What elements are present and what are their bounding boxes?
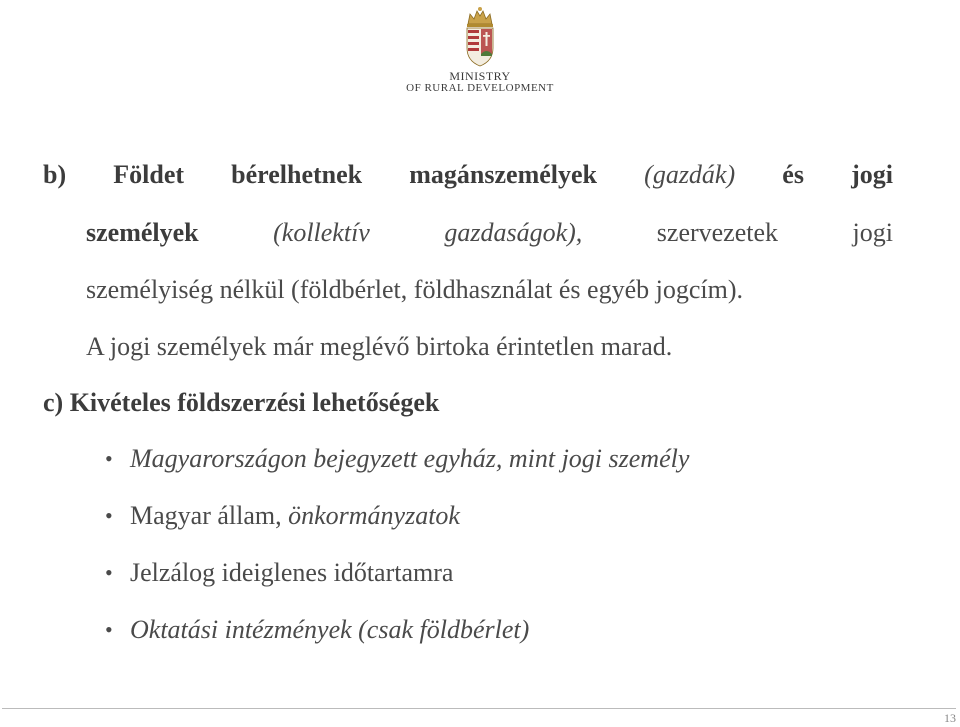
ministry-name-line1: MINISTRY	[449, 69, 511, 83]
bullet-icon: •	[105, 617, 113, 642]
page-number: 13	[2, 708, 956, 726]
section-b-word: személyek	[86, 218, 199, 247]
section-b-word: Földet	[113, 160, 185, 189]
section-b-word: (kollektív	[273, 218, 370, 247]
bullet-icon: •	[105, 503, 113, 528]
list-item-text: Magyar állam,	[130, 501, 289, 530]
section-b-label: b)	[43, 160, 67, 189]
section-b-line-3: személyiség nélkül (földbérlet, földhasználat és egyéb jogcím).	[86, 275, 743, 304]
list-item	[105, 442, 689, 499]
section-b-line-2	[86, 216, 893, 250]
bullet-icon: •	[105, 560, 113, 585]
section-b-line-4: A jogi személyek már meglévő birtoka érintetlen marad.	[86, 332, 673, 361]
ministry-name-line2: OF RURAL DEVELOPMENT	[406, 82, 554, 94]
list-item	[105, 499, 689, 556]
section-b-word: jogi	[851, 160, 893, 189]
section-b-word: és	[782, 160, 804, 189]
section-c-list	[105, 442, 689, 670]
bullet-icon: •	[105, 446, 113, 471]
list-item-text: Oktatási intézmények (csak földbérlet)	[130, 615, 530, 644]
list-item	[105, 613, 689, 670]
section-b-word: gazdaságok),	[444, 218, 583, 247]
section-b-word: magánszemélyek	[409, 160, 598, 189]
list-item	[105, 556, 689, 613]
section-b-line-1	[43, 158, 893, 192]
section-b-word: (gazdák)	[644, 160, 736, 189]
list-item-text: Magyarországon bejegyzett egyház, mint jogi személy	[130, 444, 690, 473]
list-item-text-italic: önkormányzatok	[288, 501, 460, 530]
section-b-word: bérelhetnek	[231, 160, 363, 189]
list-item-text: Jelzálog ideiglenes időtartamra	[130, 558, 454, 587]
ministry-logo	[405, 6, 555, 96]
hungarian-coat-of-arms-icon	[462, 6, 498, 68]
section-b-word: jogi	[852, 218, 893, 247]
section-b-word: szervezetek	[656, 218, 779, 247]
section-c-heading: c) Kivételes földszerzési lehetőségek	[43, 388, 440, 417]
